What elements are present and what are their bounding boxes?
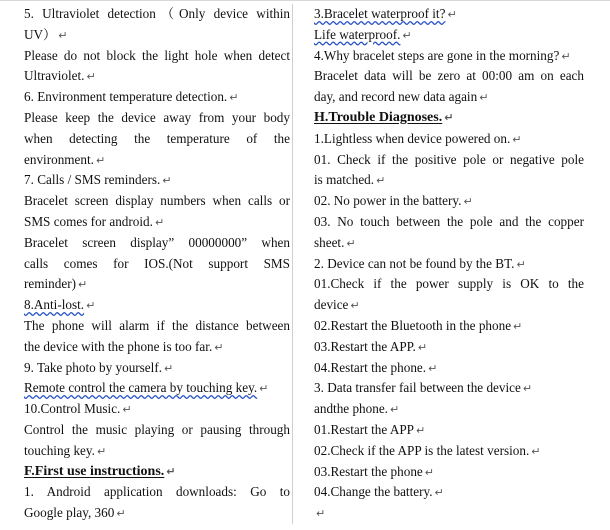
line-text: the device with the phone is too far. xyxy=(24,338,213,354)
line-text: 04.Restart the phone. xyxy=(314,359,427,375)
line-text: calls comes for IOS.(Not support SMS xyxy=(24,255,290,271)
line-text: UV） xyxy=(24,26,57,42)
paragraph-mark-icon: ↵ xyxy=(402,28,412,42)
right-column-line xyxy=(314,358,584,379)
right-column-line xyxy=(314,399,584,420)
left-column-line xyxy=(24,233,290,254)
line-text: device xyxy=(314,297,349,313)
left-column-line xyxy=(24,170,290,191)
left-column-line xyxy=(24,66,290,87)
paragraph-mark-icon: ↵ xyxy=(96,444,107,458)
line-text: Control the music playing or pausing through xyxy=(24,421,290,437)
paragraph-mark-icon: ↵ xyxy=(86,70,96,84)
line-text: sheet. xyxy=(314,234,345,250)
right-column-line xyxy=(314,337,584,358)
right-column-line xyxy=(314,66,584,87)
right-column-line xyxy=(314,378,584,399)
paragraph-mark-icon: ↵ xyxy=(561,49,571,63)
line-text: 9. Take photo by yourself. xyxy=(24,359,163,375)
paragraph-mark-icon: ↵ xyxy=(58,28,68,42)
line-text: Bracelet data will be zero at 00:00 am on each xyxy=(314,68,584,84)
left-column-line xyxy=(24,316,290,337)
paragraph-mark-icon: ↵ xyxy=(116,507,126,521)
line-text: 03.Restart the phone xyxy=(314,463,423,479)
left-column-line xyxy=(24,87,290,108)
left-column-line xyxy=(24,46,290,67)
paragraph-mark-icon: ↵ xyxy=(428,361,438,375)
paragraph-mark-icon: ↵ xyxy=(376,174,386,188)
paragraph-mark-icon: ↵ xyxy=(122,403,132,417)
right-column-line xyxy=(314,420,584,441)
left-column-line xyxy=(24,25,290,46)
paragraph-mark-icon: ↵ xyxy=(444,110,454,124)
left-column-line xyxy=(24,212,290,233)
paragraph-mark-icon: ↵ xyxy=(86,299,96,313)
right-column-line xyxy=(314,441,584,462)
line-text: Please keep the device away from your body xyxy=(24,109,290,125)
right-column-line xyxy=(314,129,584,150)
right-column-line xyxy=(314,233,584,254)
left-column-line xyxy=(24,295,290,316)
line-text: 4.Why bracelet steps are gone in the morning? xyxy=(314,47,560,63)
right-column-line xyxy=(314,212,584,233)
left-column-line xyxy=(24,462,290,483)
paragraph-mark-icon: ↵ xyxy=(522,382,533,396)
paragraph-mark-icon: ↵ xyxy=(512,132,522,146)
left-column-line xyxy=(24,441,290,462)
line-text: 01.Restart the APP xyxy=(314,421,415,437)
line-text: F.First use instructions. xyxy=(24,463,165,479)
line-text: 01.Check if the power supply is OK to the xyxy=(314,276,584,292)
right-column-line xyxy=(314,4,584,25)
paragraph-mark-icon: ↵ xyxy=(214,340,224,354)
left-column-line xyxy=(24,4,290,25)
line-text: SMS comes for android. xyxy=(24,213,153,229)
line-text: reminder) xyxy=(24,276,76,292)
paragraph-mark-icon: ↵ xyxy=(516,257,526,271)
paragraph-mark-icon: ↵ xyxy=(346,236,356,250)
left-column-line xyxy=(24,108,290,129)
left-column-line xyxy=(24,274,290,295)
paragraph-mark-icon: ↵ xyxy=(479,91,489,105)
line-text: 03.Restart the APP. xyxy=(314,338,416,354)
right-column-line xyxy=(314,87,584,108)
line-text: 02.Check if the APP is the latest version. xyxy=(314,442,530,458)
paragraph-mark-icon: ↵ xyxy=(164,361,174,375)
paragraph-mark-icon: ↵ xyxy=(416,423,426,437)
right-column-line xyxy=(314,316,584,337)
left-column xyxy=(24,4,293,524)
line-text: touching key. xyxy=(24,442,95,458)
paragraph-mark-icon: ↵ xyxy=(389,403,400,417)
line-text: 1.Lightless when device powered on. xyxy=(314,130,511,146)
line-text: 1. Android application downloads: Go to xyxy=(24,484,290,500)
paragraph-mark-icon: ↵ xyxy=(166,464,176,478)
paragraph-mark-icon: ↵ xyxy=(78,278,88,292)
right-column-line xyxy=(314,191,584,212)
line-text: 5. Ultraviolet detection（Only device within xyxy=(24,6,290,21)
right-column-line xyxy=(314,150,584,171)
paragraph-mark-icon: ↵ xyxy=(162,174,172,188)
page-top-border xyxy=(0,0,610,1)
paragraph-mark-icon: ↵ xyxy=(424,465,434,479)
paragraph-mark-icon: ↵ xyxy=(447,8,457,21)
left-column-line xyxy=(24,399,290,420)
line-text: 02.Restart the Bluetooth in the phone xyxy=(314,317,512,333)
line-text: Life waterproof. xyxy=(314,26,401,42)
line-text: 01. Check if the positive pole or negative pole xyxy=(314,151,584,167)
line-text: Bracelet screen display” 00000000” when xyxy=(24,234,290,250)
line-text: 2. Device can not be found by the BT. xyxy=(314,255,515,271)
line-text: H.Trouble Diagnoses. xyxy=(314,109,443,125)
right-column-line xyxy=(314,482,584,503)
right-column-line xyxy=(314,108,584,129)
right-column-line xyxy=(314,254,584,275)
line-text: Remote control the camera by touching key. xyxy=(24,380,258,396)
line-text: is matched. xyxy=(314,172,375,188)
line-text: 3. Data transfer fail between the device xyxy=(314,380,521,396)
paragraph-mark-icon: ↵ xyxy=(154,215,165,229)
line-text: Ultraviolet. xyxy=(24,68,85,84)
paragraph-mark-icon: ↵ xyxy=(417,340,428,354)
left-column-line xyxy=(24,420,290,441)
paragraph-mark-icon: ↵ xyxy=(350,299,360,313)
paragraph-mark-icon: ↵ xyxy=(95,153,106,167)
line-text: The phone will alarm if the distance between xyxy=(24,317,290,333)
paragraph-mark-icon: ↵ xyxy=(463,195,473,209)
line-text: 3.Bracelet waterproof it? xyxy=(314,6,446,21)
left-column-line xyxy=(24,191,290,212)
paragraph-mark-icon: ↵ xyxy=(513,319,523,333)
paragraph-mark-icon: ↵ xyxy=(229,91,239,105)
left-column-line xyxy=(24,254,290,275)
paragraph-mark-icon: ↵ xyxy=(531,444,541,458)
line-text: 7. Calls / SMS reminders. xyxy=(24,172,161,188)
left-column-line xyxy=(24,337,290,358)
line-text: andthe phone. xyxy=(314,401,388,417)
right-column-line xyxy=(314,274,584,295)
line-text: Please do not block the light hole when detect xyxy=(24,47,290,63)
line-text: Google play, 360 xyxy=(24,505,115,521)
right-column-line xyxy=(314,170,584,191)
right-column-line xyxy=(314,25,584,46)
left-column-line xyxy=(24,482,290,503)
paragraph-mark-icon: ↵ xyxy=(434,486,444,500)
line-text: 04.Change the battery. xyxy=(314,484,433,500)
left-column-line xyxy=(24,503,290,524)
paragraph-mark-icon: ↵ xyxy=(259,382,269,396)
line-text: when detecting the temperature of the xyxy=(24,130,290,146)
line-text: Bracelet screen display numbers when calls or xyxy=(24,193,290,209)
left-column-line xyxy=(24,358,290,379)
right-column xyxy=(314,4,584,524)
left-column-line xyxy=(24,129,290,150)
left-column-line xyxy=(24,150,290,171)
left-column-line xyxy=(24,378,290,399)
right-column-line xyxy=(314,46,584,67)
right-column-line xyxy=(314,503,584,524)
line-text: day, and record new data again xyxy=(314,89,478,105)
line-text: 10.Control Music. xyxy=(24,401,121,417)
line-text: environment. xyxy=(24,151,94,167)
paragraph-mark-icon: ↵ xyxy=(316,507,326,521)
line-text: 8.Anti-lost. xyxy=(24,297,85,313)
right-column-line xyxy=(314,295,584,316)
right-column-line xyxy=(314,462,584,483)
line-text: 03. No touch between the pole and the copper xyxy=(314,213,584,229)
line-text: 6. Environment temperature detection. xyxy=(24,89,228,105)
line-text: 02. No power in the battery. xyxy=(314,193,462,209)
